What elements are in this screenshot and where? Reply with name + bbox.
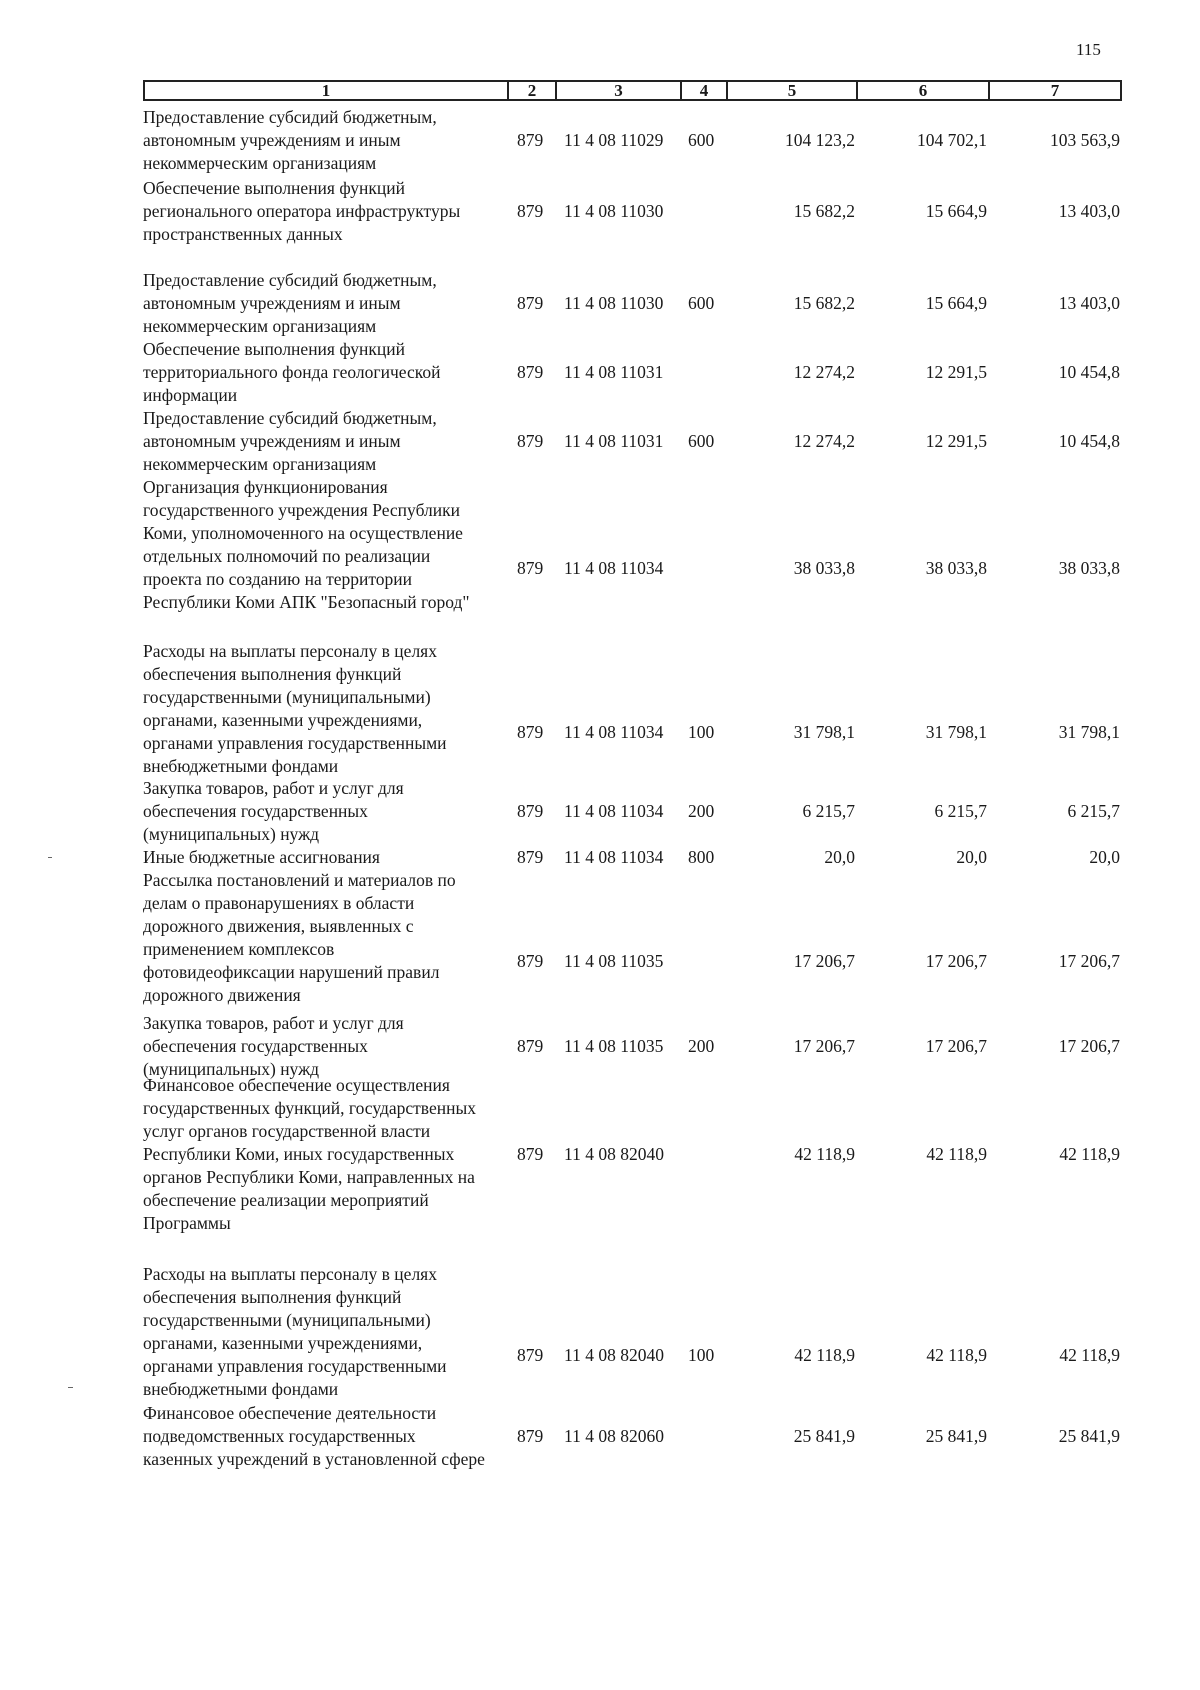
- header-col-2: 2: [509, 82, 557, 99]
- row-description-line: органами, казенными учреждениями,: [143, 1333, 423, 1353]
- row-description-line: обеспечения выполнения функций: [143, 664, 402, 684]
- row-description-line: регионального оператора инфраструктуры: [143, 201, 461, 221]
- cell-c7: 103 563,9: [1050, 130, 1120, 150]
- cell-c2: 879: [517, 1345, 544, 1365]
- cell-c3: 11 4 08 11034: [564, 847, 664, 867]
- cell-c4: 600: [688, 293, 715, 313]
- row-description: [143, 1074, 503, 1235]
- row-description-line: (муниципальных) нужд: [143, 1059, 320, 1079]
- row-description-line: органами управления государственными: [143, 733, 447, 753]
- row-description-line: информации: [143, 385, 238, 405]
- header-col-4: 4: [682, 82, 728, 99]
- row-description-line: органами, казенными учреждениями,: [143, 710, 423, 730]
- cell-c6: 25 841,9: [925, 1426, 987, 1446]
- row-description-line: услуг органов государственной власти: [143, 1121, 431, 1141]
- cell-c6: 38 033,8: [925, 558, 987, 578]
- row-description-line: Программы: [143, 1213, 231, 1233]
- cell-c6: 12 291,5: [925, 362, 987, 382]
- header-col-1: 1: [145, 82, 509, 99]
- row-description-line: Республики Коми АПК "Безопасный город": [143, 592, 470, 612]
- cell-c3: 11 4 08 11029: [564, 130, 664, 150]
- row-description-line: внебюджетными фондами: [143, 756, 339, 776]
- cell-c4: 600: [688, 431, 715, 451]
- row-description-line: внебюджетными фондами: [143, 1379, 339, 1399]
- row-description-line: обеспечения государственных: [143, 1036, 368, 1056]
- row-description-line: Республики Коми, иных государственных: [143, 1144, 455, 1164]
- cell-c3: 11 4 08 11031: [564, 362, 664, 382]
- row-description-line: применением комплексов: [143, 939, 335, 959]
- cell-c7: 10 454,8: [1058, 431, 1120, 451]
- row-description: [143, 177, 503, 246]
- cell-c5: 25 841,9: [793, 1426, 855, 1446]
- cell-c2: 879: [517, 951, 544, 971]
- cell-c5: 12 274,2: [793, 431, 855, 451]
- cell-c4: 200: [688, 801, 715, 821]
- row-description-line: органами управления государственными: [143, 1356, 447, 1376]
- cell-c5: 20,0: [824, 847, 855, 867]
- cell-c4: 600: [688, 130, 715, 150]
- cell-c7: 17 206,7: [1058, 1036, 1120, 1056]
- cell-c5: 12 274,2: [793, 362, 855, 382]
- row-description-line: Иные бюджетные ассигнования: [143, 847, 380, 867]
- cell-c5: 15 682,2: [793, 293, 855, 313]
- cell-c6: 31 798,1: [925, 722, 987, 742]
- cell-c6: 6 215,7: [934, 801, 987, 821]
- cell-c7: 42 118,9: [1059, 1144, 1120, 1164]
- cell-c5: 6 215,7: [802, 801, 855, 821]
- cell-c7: 38 033,8: [1058, 558, 1120, 578]
- row-description-line: автономным учреждениям и иным: [143, 431, 401, 451]
- row-description-line: Расходы на выплаты персоналу в целях: [143, 1264, 437, 1284]
- row-description: [143, 640, 503, 778]
- cell-c6: 42 118,9: [926, 1144, 987, 1164]
- row-description-line: Организация функционирования: [143, 477, 388, 497]
- cell-c7: 6 215,7: [1067, 801, 1120, 821]
- cell-c2: 879: [517, 558, 544, 578]
- row-description-line: Коми, уполномоченного на осуществление: [143, 523, 463, 543]
- cell-c5: 17 206,7: [793, 951, 855, 971]
- cell-c6: 17 206,7: [925, 1036, 987, 1056]
- row-description-line: государственного учреждения Республики: [143, 500, 460, 520]
- row-description: [143, 869, 503, 1007]
- row-description-line: государственными (муниципальными): [143, 1310, 431, 1330]
- row-description-line: Расходы на выплаты персоналу в целях: [143, 641, 437, 661]
- row-description-line: автономным учреждениям и иным: [143, 130, 401, 150]
- cell-c6: 42 118,9: [926, 1345, 987, 1365]
- cell-c7: 10 454,8: [1058, 362, 1120, 382]
- header-col-5: 5: [728, 82, 858, 99]
- row-description-line: некоммерческим организациям: [143, 454, 377, 474]
- cell-c7: 20,0: [1089, 847, 1120, 867]
- row-description-line: дорожного движения, выявленных с: [143, 916, 414, 936]
- cell-c3: 11 4 08 11034: [564, 558, 664, 578]
- row-description-line: Закупка товаров, работ и услуг для: [143, 778, 404, 798]
- row-description-line: территориального фонда геологической: [143, 362, 441, 382]
- header-col-7: 7: [1050, 81, 1060, 100]
- cell-c5: 42 118,9: [794, 1144, 855, 1164]
- row-description: [143, 1402, 503, 1471]
- cell-c6: 15 664,9: [925, 201, 987, 221]
- cell-c5: 31 798,1: [793, 722, 855, 742]
- cell-c3: 11 4 08 11030: [564, 293, 664, 313]
- cell-c2: 879: [517, 1144, 544, 1164]
- row-description-line: государственными (муниципальными): [143, 687, 431, 707]
- row-description-line: дорожного движения: [143, 985, 301, 1005]
- row-description-line: государственных функций, государственных: [143, 1098, 476, 1118]
- row-description-line: проекта по созданию на территории: [143, 569, 413, 589]
- cell-c5: 104 123,2: [785, 130, 855, 150]
- row-description-line: Предоставление субсидий бюджетным,: [143, 408, 437, 428]
- cell-c6: 15 664,9: [925, 293, 987, 313]
- cell-c4: 100: [688, 1345, 715, 1365]
- cell-c7: 25 841,9: [1058, 1426, 1120, 1446]
- row-description-line: Обеспечение выполнения функций: [143, 339, 405, 359]
- row-description: [143, 338, 503, 407]
- cell-c3: 11 4 08 11030: [564, 201, 664, 221]
- row-description-line: отдельных полномочий по реализации: [143, 546, 431, 566]
- row-description-line: некоммерческим организациям: [143, 153, 377, 173]
- cell-c5: 15 682,2: [793, 201, 855, 221]
- cell-c3: 11 4 08 11035: [564, 951, 664, 971]
- cell-c3: 11 4 08 11034: [564, 801, 664, 821]
- row-description: [143, 269, 503, 338]
- cell-c7: 31 798,1: [1058, 722, 1120, 742]
- row-description-line: автономным учреждениям и иным: [143, 293, 401, 313]
- row-description-line: обеспечения государственных: [143, 801, 368, 821]
- row-description-line: подведомственных государственных: [143, 1426, 416, 1446]
- cell-c2: 879: [517, 801, 544, 821]
- row-description-line: пространственных данных: [143, 224, 343, 244]
- cell-c2: 879: [517, 722, 544, 742]
- cell-c5: 17 206,7: [793, 1036, 855, 1056]
- row-description-line: фотовидеофиксации нарушений правил: [143, 962, 440, 982]
- row-description: [143, 1263, 503, 1401]
- cell-c7: 13 403,0: [1058, 293, 1120, 313]
- cell-c2: 879: [517, 1036, 544, 1056]
- row-description-line: (муниципальных) нужд: [143, 824, 320, 844]
- cell-c2: 879: [517, 1426, 544, 1446]
- row-description: [143, 1012, 503, 1081]
- row-description: [143, 476, 503, 614]
- cell-c6: 12 291,5: [925, 431, 987, 451]
- row-description-line: органов Республики Коми, направленных на: [143, 1167, 475, 1187]
- cell-c5: 38 033,8: [793, 558, 855, 578]
- row-description-line: Закупка товаров, работ и услуг для: [143, 1013, 404, 1033]
- row-description: [143, 846, 503, 869]
- row-description-line: обеспечение реализации мероприятий: [143, 1190, 429, 1210]
- row-description: [143, 777, 503, 846]
- header-col-3: 3: [557, 82, 682, 99]
- cell-c2: 879: [517, 293, 544, 313]
- cell-c3: 11 4 08 82060: [564, 1426, 664, 1446]
- row-description-line: Финансовое обеспечение деятельности: [143, 1403, 437, 1423]
- cell-c3: 11 4 08 11034: [564, 722, 664, 742]
- page-number: 115: [1076, 40, 1101, 59]
- cell-c5: 42 118,9: [794, 1345, 855, 1365]
- cell-c4: 200: [688, 1036, 715, 1056]
- cell-c2: 879: [517, 201, 544, 221]
- cell-c2: 879: [517, 130, 544, 150]
- cell-c2: 879: [517, 847, 544, 867]
- cell-c3: 11 4 08 11035: [564, 1036, 664, 1056]
- cell-c3: 11 4 08 82040: [564, 1144, 664, 1164]
- cell-c7: 17 206,7: [1058, 951, 1120, 971]
- cell-c7: 42 118,9: [1059, 1345, 1120, 1365]
- row-description-line: Предоставление субсидий бюджетным,: [143, 107, 437, 127]
- cell-c2: 879: [517, 362, 544, 382]
- row-description: [143, 407, 503, 476]
- row-description-line: делам о правонарушениях в области: [143, 893, 415, 913]
- row-description-line: Рассылка постановлений и материалов по: [143, 870, 456, 890]
- row-description-line: некоммерческим организациям: [143, 316, 377, 336]
- cell-c3: 11 4 08 11031: [564, 431, 664, 451]
- scan-speck: [48, 857, 52, 858]
- row-description-line: Финансовое обеспечение осуществления: [143, 1075, 450, 1095]
- cell-c6: 20,0: [956, 847, 987, 867]
- row-description-line: Обеспечение выполнения функций: [143, 178, 405, 198]
- table-header: [143, 80, 1122, 101]
- row-description-line: казенных учреждений в установленной сфере: [143, 1449, 485, 1469]
- cell-c7: 13 403,0: [1058, 201, 1120, 221]
- row-description: [143, 106, 503, 175]
- cell-c6: 17 206,7: [925, 951, 987, 971]
- cell-c4: 800: [688, 847, 715, 867]
- row-description-line: обеспечения выполнения функций: [143, 1287, 402, 1307]
- header-col-6: 6: [858, 82, 990, 99]
- cell-c3: 11 4 08 82040: [564, 1345, 664, 1365]
- row-description-line: Предоставление субсидий бюджетным,: [143, 270, 437, 290]
- scan-speck: [68, 1387, 73, 1388]
- cell-c2: 879: [517, 431, 544, 451]
- cell-c6: 104 702,1: [917, 130, 987, 150]
- cell-c4: 100: [688, 722, 715, 742]
